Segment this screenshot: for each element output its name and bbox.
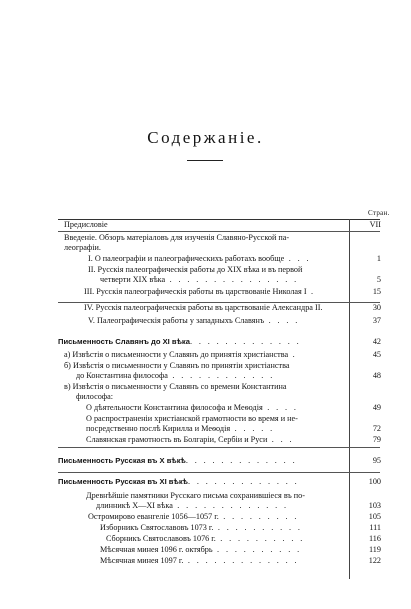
toc-entry [86,435,294,445]
toc-leader-dots: . [306,287,316,296]
toc-entry [88,265,302,275]
toc-section-title: Письменность Славянъ до XI вѣка [58,337,190,346]
page-title: Содержаніе. [147,128,264,147]
toc-entry [64,220,108,230]
toc-entry-title: Изборникъ Святославовъ 1073 г. [100,523,214,532]
title-divider [187,160,223,161]
toc-entry [86,491,305,501]
toc-section-heading [58,456,297,466]
toc-leader-dots: . . . . [262,403,299,412]
toc-entry [96,501,288,511]
toc-page-number: 95 [372,456,381,465]
toc-leader-dots: . [288,350,298,359]
toc-entry-title: длинникѣ X—XI вѣка [96,501,173,510]
toc-entry-title: II. Русскія палеографическія работы до XIX вѣка и въ первой [88,265,303,274]
toc-leader-dots: . . . . . . . . . [218,512,299,521]
toc-entry-title: в) Извѣстія о письменности у Славянъ со времени Константина [64,382,287,391]
toc-entry-title: а) Извѣстія о письменности у Славянъ до принятія христіанства [64,350,289,359]
toc-page-number: 30 [372,303,381,312]
toc-entry-title: посредственно послѣ Кирилла и Меѳодія [86,424,231,433]
toc-leader-dots: . . . . . [230,424,275,433]
toc-page-number: 103 [368,501,381,510]
toc-entry-title: философа: [76,392,114,401]
toc-entry [100,545,302,555]
toc-entry-title: Славянская грамотность въ Болгаріи, Сербіи и Руси [86,435,268,444]
toc-entry [86,424,275,434]
toc-entry [76,371,275,381]
toc-entry-title: III. Русскія палеографическія работы въ царствованіе Николая I [84,287,307,296]
toc-page-number: 37 [372,316,381,325]
toc-page-number: 105 [368,512,381,521]
toc-leader-dots: . . . . [264,316,300,325]
toc-entry-title: Мѣсячная минея 1096 г. октябрь [100,545,213,554]
toc-leader-dots: . . . . . . . . . . . . . [189,337,302,346]
toc-entry [84,303,325,313]
toc-entry-title: О дѣятельности Константина философа и Меѳодія [86,403,263,412]
toc-entry [106,534,305,544]
toc-leader-dots: . . . . . . . . . . . . . [185,456,298,465]
toc-leader-dots: . . . . . . . . . . . . . [183,556,299,565]
toc-page-number: 49 [372,403,381,412]
toc-entry-title: I. О палеографіи и палеографическихъ работахъ вообще [88,254,285,263]
toc-entry [86,414,298,424]
toc-leader-dots: . [320,303,325,312]
toc-entry [76,392,113,402]
toc-page-number: 119 [369,545,381,554]
toc-entry [64,233,289,243]
toc-page-number: 116 [369,534,381,543]
toc-entry [100,556,299,566]
toc-entry [86,403,298,413]
toc-entry-title: IV. Русскія палеографическія работы въ царствованіе Александра II [84,303,321,312]
toc-leader-dots: . . . . . . . . . . . . . . . [165,275,299,284]
toc-entry [64,382,287,392]
page-column-header: Стран. [368,209,390,217]
toc-entry-title: б) Извѣстія о письменности у Славянъ по принятіи христіанства [64,361,290,370]
toc-page-number: 1 [376,254,381,263]
toc-page-number: 45 [372,350,381,359]
toc-page-number: 111 [369,523,381,532]
toc-leader-dots: . . . . . . . . . . [212,545,302,554]
toc-page-number: 122 [368,556,381,565]
toc-entry-title: Предисловіе [64,220,108,229]
section-divider [58,472,380,473]
toc-entry [64,243,101,253]
toc-section-heading [58,337,301,347]
toc-entry-title: Древнѣйшіе памятники Русскаго письма сохранившіеся въ по- [86,491,305,500]
toc-page-number: VII [369,220,381,229]
toc-entry-title: до Константина философа [76,371,168,380]
toc-entry-title: Сборникъ Святославовъ 1076 г. [106,534,216,543]
toc-entry [100,523,302,533]
toc-section-heading [58,477,299,487]
toc-entry-title: Введеніе. Обзоръ матеріаловъ для изученія Славяно-Русской па- [64,233,290,242]
toc-entry-title: леографіи. [64,243,101,252]
toc-section-title: Письменность Русская въ XI вѣкѣ [58,477,188,486]
toc-entry-title: Остромирово евангеліе 1056—1057 г. [88,512,219,521]
toc-page-number: 5 [376,275,381,284]
toc-page-number: 100 [368,477,381,486]
toc-section-title: Письменность Русская въ X вѣкѣ [58,456,186,465]
toc-leader-dots: . . . . . . . . . . . . [167,371,275,380]
toc-leader-dots: . . . . . . . . . . . . . [187,477,300,486]
toc-leader-dots: . . . . . . . . . . [215,534,305,543]
toc-leader-dots: . . . . . . . . . . . . . [172,501,289,510]
toc-leader-dots: . . . [267,435,295,444]
section-divider [58,447,380,448]
section-divider [58,231,380,232]
toc-page-number: 15 [372,287,381,296]
toc-page-number: 72 [372,424,381,433]
toc-entry [88,254,311,264]
toc-entry-title: четверти XIX вѣка [100,275,166,284]
toc-entry [88,316,300,326]
toc-page-number: 42 [372,337,381,346]
toc-entry [84,287,316,297]
toc-page-number: 79 [372,435,381,444]
toc-entry [64,361,289,371]
toc-page-number: 48 [372,371,381,380]
toc-entry [100,275,299,285]
toc-entry [64,350,297,360]
toc-leader-dots: . . . [284,254,311,263]
page-column-rule [349,219,350,579]
toc-entry [88,512,299,522]
toc-entry-title: Мѣсячная минея 1097 г. [100,556,184,565]
toc-entry-title: V. Палеографическія работы у западныхъ Славянъ [88,316,265,325]
toc-leader-dots: . . . . . . . . . . [213,523,303,532]
toc-entry-title: О распространеніи христіанской грамотности во время и не- [86,414,298,423]
